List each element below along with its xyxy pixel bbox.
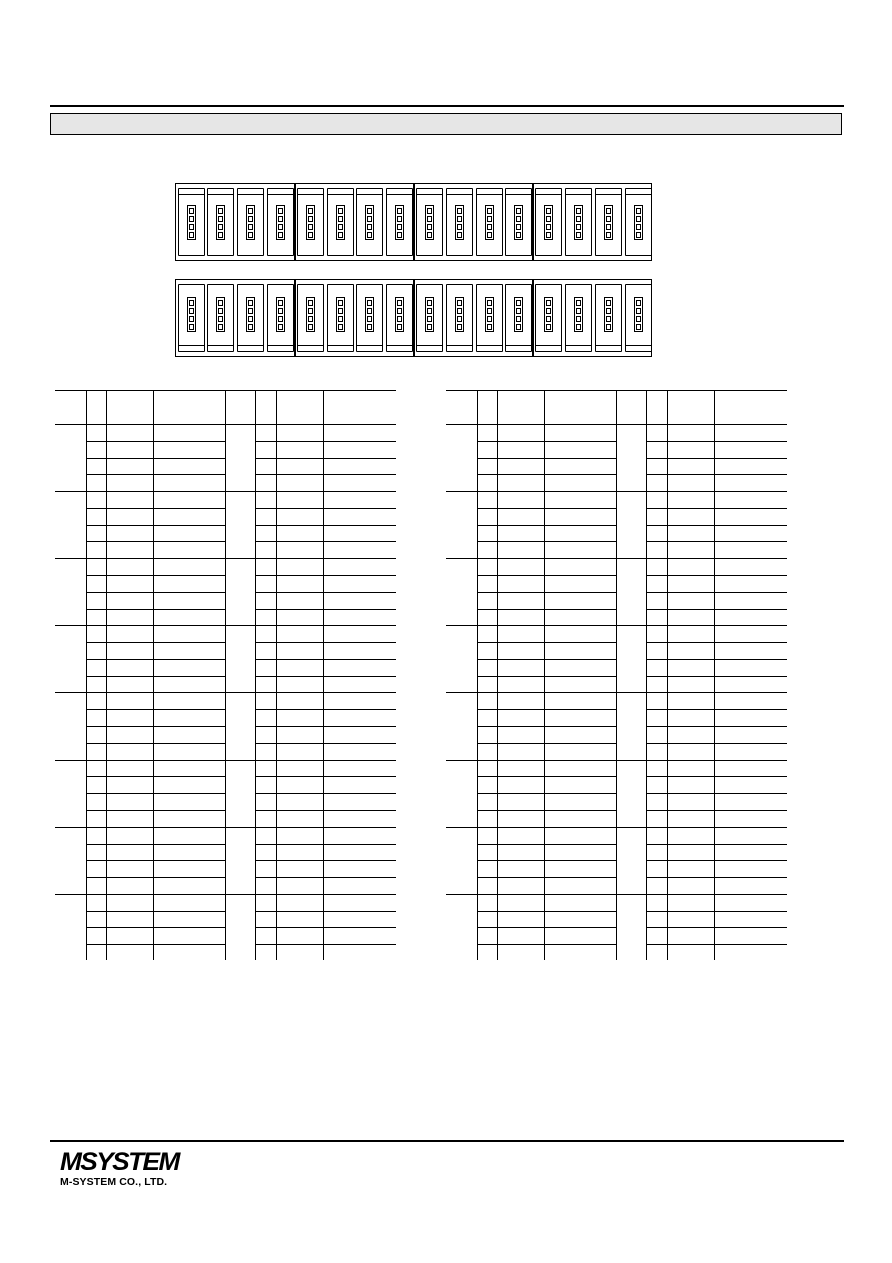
terminal-pin [516,316,521,322]
terminal-pin [397,308,402,314]
connector-latch [237,345,264,351]
group-divider [294,279,296,357]
connector-latch [386,345,413,351]
terminal-pin [457,308,462,314]
connector-pin-block [216,297,225,332]
terminal-pin [427,224,432,230]
terminal-pin [487,208,492,214]
terminal-pin [248,316,253,322]
terminal-connector [476,188,503,256]
terminal-pin [516,308,521,314]
terminal-connector [565,284,592,352]
company-name: M-SYSTEM CO., LTD. [60,1176,168,1188]
terminal-pin [367,232,372,238]
connector-pin-block [306,205,315,240]
terminal-connector [595,284,622,352]
connector-pin-block [514,297,523,332]
terminal-pin [189,232,194,238]
terminal-pin [606,232,611,238]
terminal-pin [576,316,581,322]
terminal-pin [606,324,611,330]
connector-pin-block [574,205,583,240]
terminal-pin [516,300,521,306]
connector-pin-block [187,297,196,332]
terminal-connector [297,188,324,256]
terminal-connector [386,284,413,352]
connector-pin-block [395,205,404,240]
terminal-pin [189,308,194,314]
terminal-connector [356,284,383,352]
header-rule [50,105,844,107]
connector-latch [505,345,532,351]
terminal-pin [308,316,313,322]
terminal-connector [386,188,413,256]
connector-latch [535,345,562,351]
connector-latch [297,345,324,351]
terminal-pin [606,216,611,222]
terminal-pin [427,324,432,330]
terminal-pin [546,308,551,314]
terminal-pin [367,208,372,214]
terminal-pin [308,308,313,314]
terminal-pin [546,232,551,238]
terminal-pin [278,232,283,238]
terminal-connector [237,188,264,256]
connector-pin-block [485,205,494,240]
terminal-pin [218,308,223,314]
terminal-pin [218,208,223,214]
connector-latch [178,345,205,351]
connector-pin-block [425,205,434,240]
connector-pin-block [425,297,434,332]
terminal-connector [416,284,443,352]
terminal-pin [367,300,372,306]
connector-pin-block [246,297,255,332]
terminal-pin [487,324,492,330]
connector-pin-block [604,205,613,240]
group-divider [413,183,415,261]
terminal-pin [248,300,253,306]
connector-pin-block [276,297,285,332]
terminal-pin [546,300,551,306]
terminal-pin [248,216,253,222]
terminal-pin [248,208,253,214]
connector-latch [207,189,234,195]
terminal-pin [636,316,641,322]
terminal-pin [367,216,372,222]
terminal-connector [476,284,503,352]
connector-latch [476,189,503,195]
connector-latch [267,345,294,351]
connector-pin-block [604,297,613,332]
connector-latch [178,189,205,195]
terminal-pin [576,308,581,314]
connector-latch [356,345,383,351]
terminal-connector [416,188,443,256]
connector-pin-block [365,297,374,332]
terminal-pin [576,208,581,214]
terminal-pin [338,308,343,314]
terminal-pin [189,208,194,214]
terminal-block-row-2 [175,279,652,357]
terminal-pin [278,300,283,306]
terminal-connector [207,188,234,256]
terminal-pin [278,308,283,314]
terminal-pin [457,208,462,214]
terminal-pin [248,224,253,230]
terminal-pin [248,324,253,330]
terminal-pin [457,300,462,306]
group-divider [532,279,534,357]
terminal-pin [338,300,343,306]
terminal-connector [327,188,354,256]
terminal-pin [338,208,343,214]
terminal-pin [367,224,372,230]
terminal-pin [248,232,253,238]
terminal-pin [576,224,581,230]
connector-latch [505,189,532,195]
terminal-pin [397,216,402,222]
terminal-table-left-grid [55,390,396,960]
connector-pin-block [634,205,643,240]
connector-pin-block [485,297,494,332]
connector-pin-block [544,205,553,240]
terminal-pin [338,316,343,322]
terminal-pin [308,208,313,214]
connector-latch [476,345,503,351]
terminal-pin [308,300,313,306]
connector-latch [327,189,354,195]
terminal-pin [636,216,641,222]
connector-latch [625,189,652,195]
terminal-pin [576,300,581,306]
connector-latch [565,345,592,351]
terminal-pin [427,232,432,238]
terminal-pin [487,216,492,222]
footer-rule [50,1140,844,1142]
terminal-pin [606,300,611,306]
terminal-pin [457,216,462,222]
terminal-pin [516,208,521,214]
terminal-pin [189,216,194,222]
terminal-block-row-1 [175,183,652,261]
terminal-pin [427,308,432,314]
terminal-pin [278,208,283,214]
terminal-pin [367,308,372,314]
terminal-pin [457,316,462,322]
terminal-pin [457,232,462,238]
terminal-connector [535,284,562,352]
terminal-pin [189,224,194,230]
terminal-pin [397,232,402,238]
terminal-pin [576,324,581,330]
terminal-pin [218,232,223,238]
terminal-pin [636,224,641,230]
section-title-bar [50,113,842,135]
terminal-connector [535,188,562,256]
terminal-connector [446,188,473,256]
terminal-connector [327,284,354,352]
terminal-table-right [446,390,787,960]
connector-pin-block [544,297,553,332]
connector-pin-block [187,205,196,240]
terminal-pin [487,232,492,238]
terminal-connector [565,188,592,256]
terminal-pin [606,316,611,322]
terminal-pin [636,308,641,314]
terminal-pin [278,224,283,230]
terminal-pin [218,224,223,230]
group-divider [413,279,415,357]
terminal-pin [606,224,611,230]
terminal-pin [338,216,343,222]
connector-latch [595,345,622,351]
connector-latch [446,189,473,195]
connector-latch [416,189,443,195]
connector-pin-block [455,205,464,240]
terminal-pin [457,324,462,330]
terminal-pin [218,324,223,330]
terminal-pin [576,232,581,238]
connector-pin-block [276,205,285,240]
company-logo [60,1148,179,1188]
terminal-pin [189,300,194,306]
terminal-pin [397,224,402,230]
terminal-pin [248,308,253,314]
connector-pin-block [574,297,583,332]
connector-latch [595,189,622,195]
terminal-pin [576,216,581,222]
terminal-pin [278,316,283,322]
terminal-pin [189,324,194,330]
terminal-connector [625,188,652,256]
terminal-pin [516,224,521,230]
connector-pin-block [514,205,523,240]
terminal-pin [397,316,402,322]
connector-latch [625,345,652,351]
connector-pin-block [336,297,345,332]
terminal-pin [606,308,611,314]
terminal-pin [189,316,194,322]
terminal-pin [546,316,551,322]
terminal-pin [308,216,313,222]
group-divider [532,183,534,261]
terminal-connector [207,284,234,352]
terminal-connector [446,284,473,352]
terminal-pin [487,300,492,306]
connector-latch [535,189,562,195]
terminal-connector [595,188,622,256]
terminal-pin [636,300,641,306]
terminal-pin [218,300,223,306]
terminal-pin [308,224,313,230]
terminal-pin [516,216,521,222]
terminal-connector [178,284,205,352]
terminal-connector [356,188,383,256]
terminal-pin [397,324,402,330]
connector-pin-block [365,205,374,240]
connector-latch [565,189,592,195]
connector-latch [237,189,264,195]
terminal-pin [457,224,462,230]
terminal-pin [397,300,402,306]
connector-pin-block [246,205,255,240]
terminal-pin [338,224,343,230]
connector-latch [356,189,383,195]
connector-pin-block [336,205,345,240]
terminal-connector [267,284,294,352]
terminal-pin [516,324,521,330]
group-divider [294,183,296,261]
terminal-pin [546,224,551,230]
connector-pin-block [455,297,464,332]
terminal-pin [427,316,432,322]
terminal-pin [487,224,492,230]
connector-latch [327,345,354,351]
terminal-pin [636,208,641,214]
terminal-pin [367,324,372,330]
connector-pin-block [306,297,315,332]
connector-pin-block [395,297,404,332]
connector-latch [207,345,234,351]
terminal-pin [546,324,551,330]
terminal-pin [487,308,492,314]
terminal-pin [338,232,343,238]
terminal-connector [505,188,532,256]
terminal-table-right-grid [446,390,787,960]
terminal-table-left [55,390,396,960]
terminal-connector [297,284,324,352]
connector-pin-block [216,205,225,240]
terminal-pin [338,324,343,330]
terminal-pin [397,208,402,214]
logo-wordmark: MSYSTEM [60,1148,179,1176]
terminal-connector [505,284,532,352]
terminal-pin [516,232,521,238]
terminal-connector [267,188,294,256]
terminal-pin [546,216,551,222]
connector-latch [416,345,443,351]
terminal-connector [178,188,205,256]
terminal-pin [218,316,223,322]
connector-latch [446,345,473,351]
terminal-pin [487,316,492,322]
terminal-pin [427,216,432,222]
terminal-pin [218,216,223,222]
terminal-pin [308,232,313,238]
connector-latch [386,189,413,195]
terminal-pin [636,232,641,238]
terminal-pin [606,208,611,214]
terminal-pin [367,316,372,322]
connector-latch [297,189,324,195]
terminal-connector [625,284,652,352]
terminal-pin [427,300,432,306]
terminal-pin [546,208,551,214]
terminal-pin [278,324,283,330]
terminal-pin [308,324,313,330]
connector-pin-block [634,297,643,332]
connector-latch [267,189,294,195]
terminal-connector [237,284,264,352]
terminal-pin [427,208,432,214]
terminal-pin [278,216,283,222]
terminal-pin [636,324,641,330]
